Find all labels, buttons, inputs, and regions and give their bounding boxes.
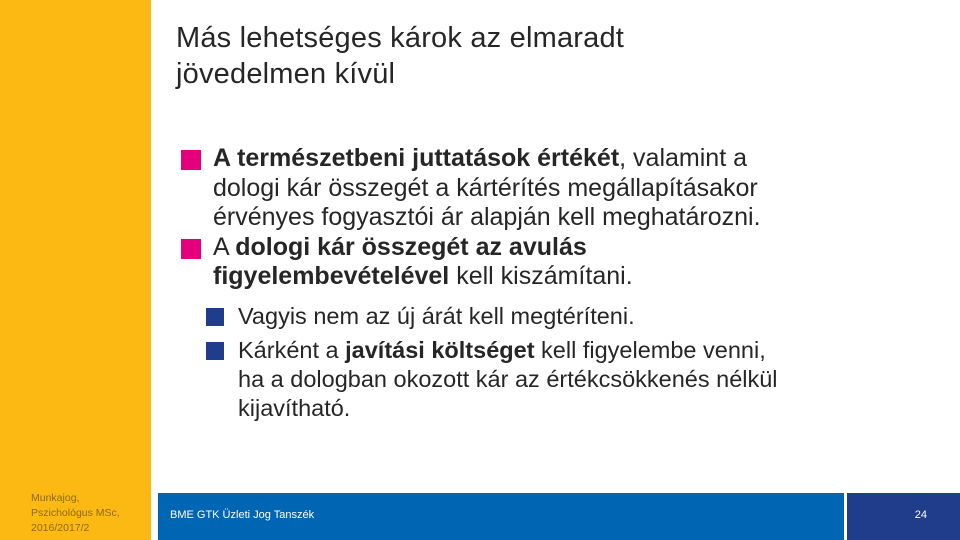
sidebar-band	[0, 0, 151, 540]
bullet-text: , valamint a	[619, 144, 747, 172]
title-line2: jövedelmen kívül	[176, 58, 396, 90]
footer-department-bar	[158, 493, 844, 540]
course-info-line2: Pszichológus MSc,	[31, 507, 120, 519]
subbullet-text: Kárként a	[238, 336, 346, 363]
bullet-text: érvényes fogyasztói ár alapján kell meghatározni.	[213, 203, 761, 231]
square-bullet-icon	[181, 239, 201, 259]
subbullet-item	[176, 336, 936, 423]
square-bullet-icon	[206, 342, 224, 360]
bullet-bold-text: figyelembevételével	[213, 262, 450, 290]
bullet-bold-text: A természetbeni juttatások értékét	[213, 144, 620, 172]
bullet-item	[176, 233, 936, 292]
course-info-line3: 2016/2017/2	[31, 522, 90, 534]
subbullet-item	[176, 302, 936, 331]
bullet-item	[176, 144, 936, 233]
subbullet-text: ha a dologban okozott kár az értékcsökkenés nélkül	[238, 365, 778, 392]
square-bullet-icon	[181, 150, 201, 170]
subbullet-text: kell figyelembe venni,	[534, 336, 766, 363]
bullet-bold-text: dologi kár összegét az avulás	[235, 232, 587, 261]
bullet-text: kell kiszámítani.	[449, 262, 633, 290]
title-line1: Más lehetséges károk az elmaradt	[176, 22, 625, 54]
course-info-line1: Munkajog,	[31, 492, 80, 504]
page-number: 24	[914, 509, 927, 521]
footer-department: BME GTK Üzleti Jog Tanszék	[170, 509, 315, 521]
bullet-list	[176, 144, 936, 423]
subbullet-text: Vagyis nem az új árát kell megtéríteni.	[238, 302, 635, 329]
bullet-text: dologi kár összegét a kártérítés megállapításakor	[213, 173, 758, 202]
slide-title	[176, 20, 916, 92]
course-info	[31, 491, 146, 536]
bullet-text: A	[213, 232, 236, 261]
square-bullet-icon	[206, 308, 224, 326]
footer-page-box	[847, 493, 960, 540]
subbullet-text: kijavítható.	[238, 394, 351, 421]
subbullet-bold-text: javítási költséget	[345, 336, 535, 363]
